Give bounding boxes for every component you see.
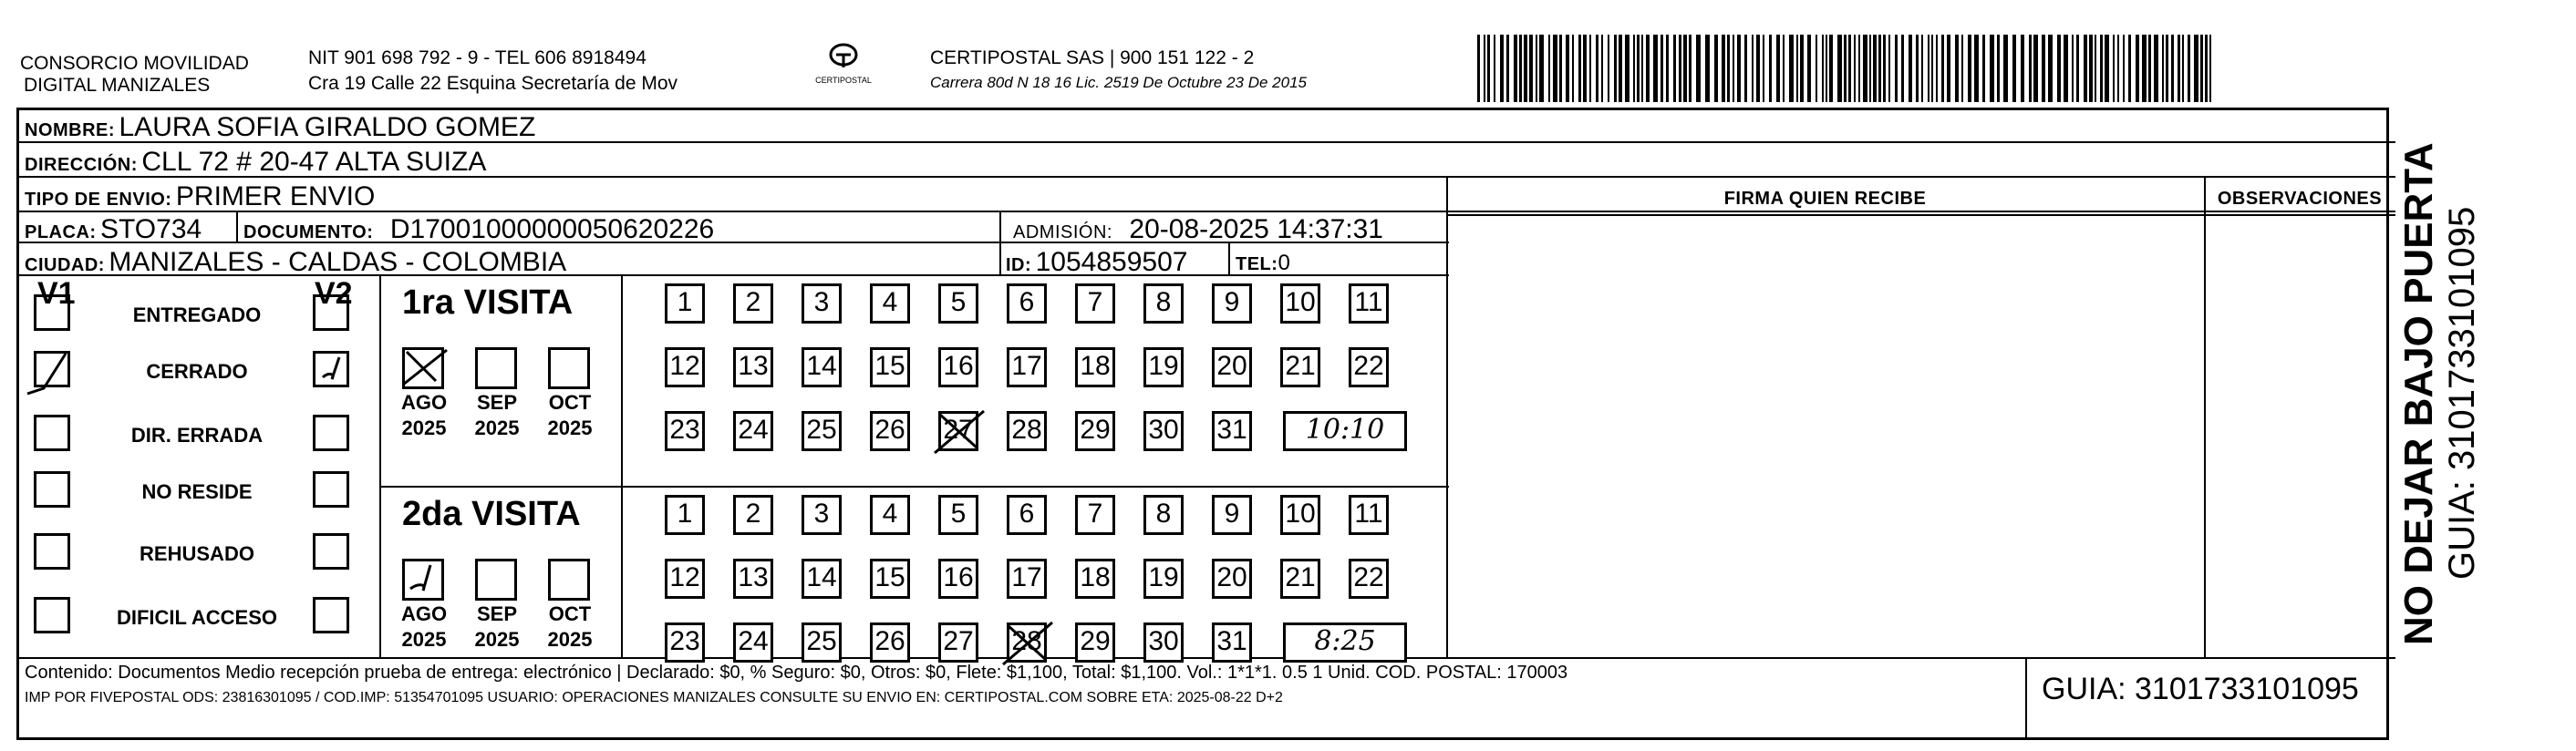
day-box[interactable]: 15 <box>870 347 910 387</box>
courier-logo <box>807 42 880 85</box>
year-label: 2025 <box>547 628 593 651</box>
day-box[interactable]: 3 <box>802 283 842 324</box>
tipo-envio-label: TIPO DE ENVIO: <box>25 190 172 210</box>
v1-header: V1 <box>37 276 76 311</box>
day-mark-icon <box>931 406 989 463</box>
admision-cell <box>1013 214 1383 245</box>
day-box[interactable]: 8 <box>1143 495 1184 535</box>
day-box[interactable]: 11 <box>1349 495 1389 535</box>
v2-checkbox[interactable] <box>313 597 349 633</box>
side-guia: GUIA: 3101733101095 <box>2442 206 2482 580</box>
day-box[interactable]: 19 <box>1143 559 1184 599</box>
ciudad-label: CIUDAD: <box>25 255 105 275</box>
courier-details <box>930 47 1307 92</box>
time-box[interactable] <box>1283 411 1407 451</box>
footer-guia: GUIA: 3101733101095 <box>2042 672 2359 706</box>
day-box[interactable]: 19 <box>1143 347 1184 387</box>
handwritten-time: 10:10 <box>1305 414 1385 446</box>
status-label: ENTREGADO <box>132 303 262 326</box>
month-label: AGO <box>400 391 448 414</box>
direccion-row <box>25 147 486 178</box>
v2-checkbox[interactable] <box>313 351 349 387</box>
day-box[interactable]: 25 <box>802 411 842 451</box>
cross-mark-icon <box>399 345 454 390</box>
day-box[interactable]: 6 <box>1007 283 1047 324</box>
v1-checkbox[interactable] <box>34 471 70 508</box>
year-label: 2025 <box>474 628 520 651</box>
day-box[interactable]: 6 <box>1007 495 1047 535</box>
day-box[interactable]: 7 <box>1075 495 1115 535</box>
day-box[interactable]: 27 <box>938 622 978 663</box>
day-box[interactable]: 16 <box>938 559 978 599</box>
v1-checkbox[interactable] <box>34 533 70 570</box>
month-label: SEP <box>476 602 518 625</box>
day-box[interactable]: 20 <box>1212 559 1252 599</box>
tipo-envio-value: PRIMER ENVIO <box>175 181 376 211</box>
day-box[interactable]: 23 <box>665 622 705 663</box>
day-box[interactable]: 22 <box>1349 347 1389 387</box>
address-line: Cra 19 Calle 22 Esquina Secretaría de Mov <box>308 73 678 94</box>
day-box[interactable]: 18 <box>1075 347 1115 387</box>
day-box[interactable]: 25 <box>802 622 842 663</box>
month-checkbox[interactable] <box>402 347 444 389</box>
tel-label: TEL: <box>1236 254 1278 274</box>
day-box[interactable]: 13 <box>733 347 773 387</box>
v2-checkbox[interactable] <box>313 415 349 451</box>
day-box[interactable]: 12 <box>665 347 705 387</box>
documento-value: D17001000000050620226 <box>389 214 715 244</box>
day-box[interactable]: 29 <box>1075 622 1115 663</box>
company-line-2: DIGITAL MANIZALES <box>24 75 211 96</box>
day-box[interactable]: 7 <box>1075 283 1115 324</box>
admision-label: ADMISIÓN: <box>1013 222 1112 242</box>
courier-line-1: CERTIPOSTAL SAS | 900 151 122 - 2 <box>930 47 1255 68</box>
id-cell <box>1006 247 1187 278</box>
day-box[interactable]: 31 <box>1212 411 1252 451</box>
day-box[interactable]: 29 <box>1075 411 1115 451</box>
id-value: 1054859507 <box>1035 247 1188 277</box>
day-box[interactable]: 10 <box>1280 495 1320 535</box>
nit-line: NIT 901 698 792 - 9 - TEL 606 8918494 <box>308 47 647 68</box>
visit-title: 2da VISITA <box>402 495 581 533</box>
month-checkbox[interactable] <box>475 559 517 601</box>
day-box[interactable]: 28 <box>1007 411 1047 451</box>
year-label: 2025 <box>547 417 593 439</box>
courier-logo-text: CERTIPOSTAL <box>815 76 872 85</box>
day-box[interactable]: 2 <box>733 495 773 535</box>
month-label: OCT <box>548 391 592 414</box>
status-label: CERRADO <box>146 360 248 383</box>
year-label: 2025 <box>401 628 447 651</box>
day-box[interactable]: 9 <box>1212 495 1252 535</box>
year-label: 2025 <box>474 417 520 439</box>
v2-checkbox[interactable] <box>313 533 349 570</box>
day-box[interactable]: 26 <box>870 622 910 663</box>
v2-checkbox[interactable] <box>313 294 349 331</box>
ciudad-cell <box>25 247 566 278</box>
day-box[interactable]: 30 <box>1143 622 1184 663</box>
placa-value: STO734 <box>100 214 202 244</box>
nombre-label: NOMBRE: <box>25 120 116 140</box>
day-box[interactable]: 8 <box>1143 283 1184 324</box>
day-box[interactable]: 23 <box>665 411 705 451</box>
day-box[interactable]: 4 <box>870 495 910 535</box>
courier-logo-icon <box>827 42 860 71</box>
no-dejar-bajo-puerta: NO DEJAR BAJO PUERTA <box>2396 142 2441 645</box>
month-checkbox[interactable] <box>402 559 444 601</box>
courier-line-2: Carrera 80d N 18 16 Lic. 2519 De Octubre 23 De 2015 <box>930 74 1307 91</box>
check-mark-icon <box>24 348 78 399</box>
day-box[interactable]: 3 <box>802 495 842 535</box>
day-box[interactable]: 28 <box>1007 622 1047 663</box>
placa-cell <box>25 214 202 245</box>
tel-value: 0 <box>1278 251 1290 275</box>
month-checkbox[interactable] <box>475 347 517 389</box>
day-box[interactable]: 21 <box>1280 347 1320 387</box>
v2-header: V2 <box>315 276 353 311</box>
ciudad-value: MANIZALES - CALDAS - COLOMBIA <box>109 247 567 277</box>
check-mark-icon <box>405 561 441 598</box>
day-box[interactable]: 24 <box>733 622 773 663</box>
day-box[interactable]: 26 <box>870 411 910 451</box>
month-label: SEP <box>476 391 518 414</box>
documento-label: DOCUMENTO: <box>243 222 374 242</box>
delivery-form <box>16 108 2389 740</box>
day-box[interactable]: 31 <box>1212 622 1252 663</box>
observaciones-label: OBSERVACIONES <box>2217 189 2383 209</box>
nombre-row <box>25 112 535 143</box>
month-checkbox[interactable] <box>548 347 590 389</box>
time-box[interactable] <box>1283 622 1407 663</box>
day-box[interactable]: 2 <box>733 283 773 324</box>
company-line-1: CONSORCIO MOVILIDAD <box>20 53 249 74</box>
status-label: REHUSADO <box>140 542 254 565</box>
day-box[interactable]: 1 <box>665 495 705 535</box>
firma-label: FIRMA QUIEN RECIBE <box>1723 189 1927 209</box>
day-box[interactable]: 18 <box>1075 559 1115 599</box>
visit-title: 1ra VISITA <box>402 283 574 322</box>
imp-text: IMP POR FIVEPOSTAL ODS: 23816301095 / COD.IMP: 51354701095 USUARIO: OPERACIONES MANIZALES CONSULTE SU ENVIO EN: CERTIPOSTAL.COM SOBRE ETA: 2025-08-22 D+2 <box>25 690 1283 705</box>
v1-checkbox[interactable] <box>34 415 70 451</box>
day-box[interactable]: 4 <box>870 283 910 324</box>
handwritten-time: 8:25 <box>1314 625 1376 657</box>
id-label: ID: <box>1006 255 1032 275</box>
admision-value: 20-08-2025 14:37:31 <box>1129 214 1383 244</box>
month-label: AGO <box>400 602 448 625</box>
month-label: OCT <box>548 602 592 625</box>
tel-cell <box>1236 251 1290 276</box>
day-box[interactable]: 20 <box>1212 347 1252 387</box>
check-mark-icon <box>316 354 348 386</box>
day-box[interactable]: 14 <box>802 347 842 387</box>
status-label: DIFICIL ACCESO <box>116 606 277 629</box>
direccion-value: CLL 72 # 20-47 ALTA SUIZA <box>141 147 487 177</box>
placa-label: PLACA: <box>25 222 97 242</box>
day-box[interactable]: 5 <box>938 283 978 324</box>
v1-checkbox[interactable] <box>34 294 70 331</box>
day-box[interactable]: 21 <box>1280 559 1320 599</box>
barcode <box>1477 35 2216 102</box>
month-checkbox[interactable] <box>548 559 590 601</box>
day-box[interactable]: 30 <box>1143 411 1184 451</box>
day-box[interactable]: 24 <box>733 411 773 451</box>
day-box[interactable]: 11 <box>1349 283 1389 324</box>
day-box[interactable]: 12 <box>665 559 705 599</box>
day-box[interactable]: 5 <box>938 495 978 535</box>
day-box[interactable]: 27 <box>938 411 978 451</box>
day-box[interactable]: 17 <box>1007 347 1047 387</box>
day-box[interactable]: 15 <box>870 559 910 599</box>
day-box[interactable]: 14 <box>802 559 842 599</box>
v2-checkbox[interactable] <box>313 471 349 508</box>
day-box[interactable]: 16 <box>938 347 978 387</box>
tipo-envio-row <box>25 181 375 212</box>
day-box[interactable]: 10 <box>1280 283 1320 324</box>
day-box[interactable]: 22 <box>1349 559 1389 599</box>
v1-checkbox[interactable] <box>34 351 70 387</box>
contenido-text: Contenido: Documentos Medio recepción prueba de entrega: electrónico | Declarado: $0, % Seguro: $0, Otros: $0, Flete: $1,100, Total: $1,100. Vol.: 1*1*1. 0.5 1 Unid. COD. POSTAL: 170003 <box>25 663 1568 683</box>
day-box[interactable]: 9 <box>1212 283 1252 324</box>
day-box[interactable]: 13 <box>733 559 773 599</box>
year-label: 2025 <box>401 417 447 439</box>
company-details <box>308 47 678 95</box>
day-box[interactable]: 17 <box>1007 559 1047 599</box>
day-box[interactable]: 1 <box>665 283 705 324</box>
direccion-label: DIRECCIÓN: <box>25 155 138 175</box>
nombre-value: LAURA SOFIA GIRALDO GOMEZ <box>119 112 536 142</box>
documento-cell <box>243 214 714 245</box>
status-label: DIR. ERRADA <box>130 424 264 447</box>
v1-checkbox[interactable] <box>34 597 70 633</box>
status-label: NO RESIDE <box>141 480 253 503</box>
company-name <box>20 53 249 97</box>
